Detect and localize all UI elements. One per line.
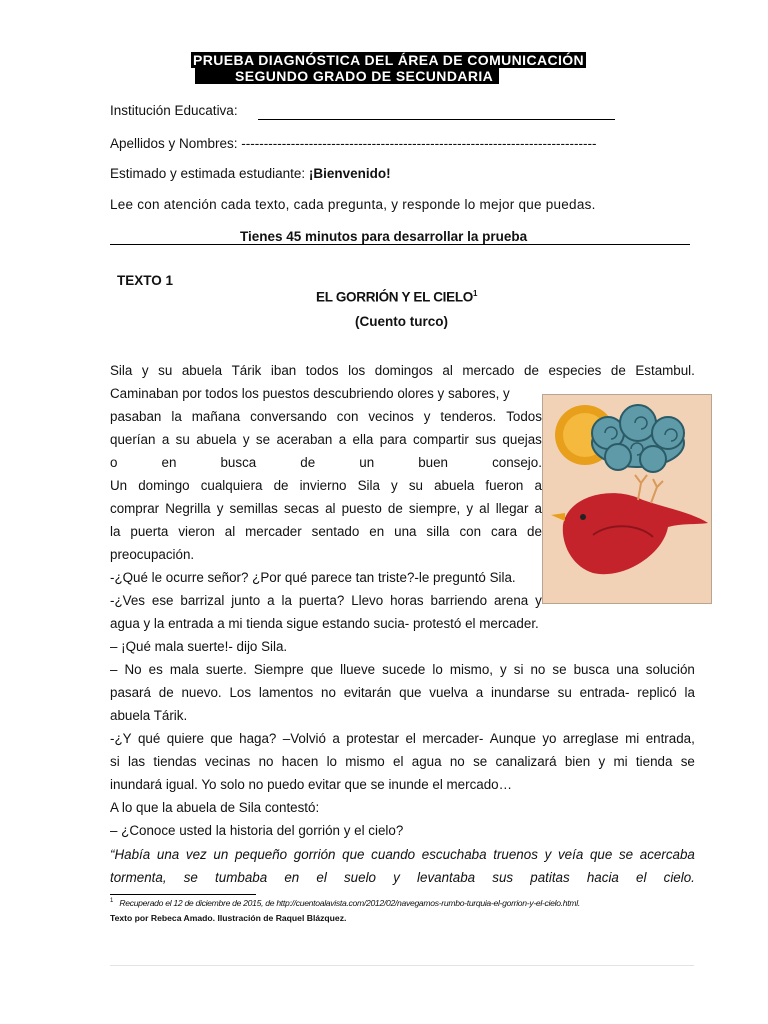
story-line bbox=[110, 428, 542, 451]
story-word: invierno bbox=[299, 478, 347, 493]
story-line bbox=[110, 843, 695, 866]
story-word: a bbox=[332, 731, 340, 746]
story-word: abuela bbox=[196, 432, 237, 447]
story-word: ella bbox=[352, 432, 374, 447]
story-word: el bbox=[316, 870, 327, 885]
story-word: veía bbox=[557, 847, 584, 862]
story-word: – bbox=[110, 662, 118, 677]
story-line bbox=[110, 727, 695, 750]
story-word: yo bbox=[542, 731, 557, 746]
greeting bbox=[110, 166, 391, 181]
story-word: Sila bbox=[357, 478, 380, 493]
story-word: vecinas bbox=[204, 754, 251, 769]
story-word: Siempre bbox=[253, 662, 304, 677]
institution-answer-line[interactable] bbox=[258, 104, 615, 120]
story-word: y bbox=[535, 593, 542, 608]
story-word: las bbox=[127, 754, 146, 769]
story-word: tiendas bbox=[153, 754, 197, 769]
story-word: todos bbox=[305, 363, 339, 378]
story-word: replicó bbox=[637, 685, 677, 700]
story-word: busca bbox=[573, 662, 610, 677]
story-word: vuelva bbox=[429, 685, 468, 700]
story-word: bien bbox=[564, 754, 591, 769]
story-line: Caminaban por todos los puestos descubriendo olores y sabores, y bbox=[110, 386, 510, 401]
story-word: arena bbox=[494, 593, 529, 608]
story-word: la bbox=[684, 685, 695, 700]
story-word: el bbox=[393, 754, 404, 769]
story-word: ese bbox=[151, 593, 174, 608]
story-word: que bbox=[310, 662, 334, 677]
story-word: barriendo bbox=[430, 593, 488, 608]
story-word: barrizal bbox=[180, 593, 225, 608]
story-word: un bbox=[359, 455, 375, 470]
story-word: que bbox=[342, 847, 365, 862]
story-word: Todos bbox=[506, 409, 542, 424]
story-line: -¿Qué le ocurre señor? ¿Por qué parece tan triste?-le preguntó Sila. bbox=[110, 570, 516, 585]
story-word: abuela bbox=[434, 478, 475, 493]
story-word: mala bbox=[169, 662, 199, 677]
story-word: quiere bbox=[166, 731, 204, 746]
story-word: junto bbox=[231, 593, 261, 608]
story-title bbox=[316, 289, 477, 305]
story-word: y bbox=[141, 363, 149, 378]
story-word: llueve bbox=[340, 662, 376, 677]
story-word: evitarán bbox=[343, 685, 392, 700]
story-word: acercaba bbox=[639, 847, 695, 862]
story-word: y bbox=[544, 847, 552, 862]
story-word: de bbox=[273, 478, 289, 493]
story-word: en bbox=[284, 870, 300, 885]
greeting-bold: ¡Bienvenido! bbox=[308, 166, 391, 181]
story-word: Estambul. bbox=[635, 363, 695, 378]
story-word: sentado bbox=[311, 524, 360, 539]
story-word: y bbox=[423, 409, 431, 424]
story-word: y bbox=[216, 501, 224, 516]
story-line bbox=[110, 497, 542, 520]
story-word: cuando bbox=[371, 847, 416, 862]
story-word: se bbox=[680, 754, 695, 769]
story-word: quejas bbox=[502, 432, 542, 447]
story-word: si bbox=[110, 754, 120, 769]
story-word: -¿Y bbox=[110, 731, 132, 746]
story-word: al bbox=[442, 363, 453, 378]
story-word: semillas bbox=[229, 501, 278, 516]
story-line: A lo que la abuela de Sila contestó: bbox=[110, 800, 320, 815]
story-word: mercader- bbox=[422, 731, 484, 746]
story-word: gorrión bbox=[293, 847, 336, 862]
story-word: domingos bbox=[374, 363, 433, 378]
name-label: Apellidos y Nombres: ------------------------------------------------------------------------------- bbox=[110, 136, 597, 151]
story-word: los bbox=[348, 363, 366, 378]
story-word: cielo. bbox=[663, 870, 695, 885]
story-word: truenos bbox=[493, 847, 538, 862]
story-line bbox=[110, 681, 695, 704]
story-word: y bbox=[598, 754, 606, 769]
story-word: a bbox=[475, 685, 484, 700]
institution-label: Institución Educativa: bbox=[110, 103, 238, 118]
story-word: qué bbox=[137, 731, 161, 746]
story-word: pasaban bbox=[110, 409, 162, 424]
story-word: patitas bbox=[530, 870, 570, 885]
story-word: cara bbox=[491, 524, 518, 539]
story-word: el bbox=[405, 731, 416, 746]
sparrow-illustration bbox=[542, 394, 712, 604]
page-bottom-rule bbox=[110, 965, 694, 966]
story-word: mismo, bbox=[449, 662, 494, 677]
story-word: pasará bbox=[110, 685, 151, 700]
story-line bbox=[110, 359, 695, 382]
story-word: se bbox=[552, 662, 567, 677]
story-word: llegar bbox=[495, 501, 529, 516]
story-title-text: EL GORRIÓN Y EL CIELO bbox=[316, 289, 473, 305]
story-word: entrada, bbox=[645, 731, 695, 746]
story-word: un bbox=[213, 847, 229, 862]
story-word: de bbox=[524, 363, 539, 378]
story-word: su bbox=[557, 685, 572, 700]
story-word: con bbox=[336, 409, 359, 424]
story-word: de bbox=[300, 455, 316, 470]
story-line: – ¡Qué mala suerte!- dijo Sila. bbox=[110, 639, 288, 654]
story-word: hacen bbox=[281, 754, 319, 769]
story-word: que bbox=[399, 685, 422, 700]
story-word: con bbox=[459, 524, 482, 539]
story-line: preocupación. bbox=[110, 547, 195, 562]
story-word: y bbox=[393, 870, 400, 885]
story-word: secas bbox=[283, 501, 319, 516]
story-word: hacia bbox=[586, 870, 619, 885]
story-word: sucede bbox=[382, 662, 426, 677]
story-word: tienda bbox=[635, 754, 673, 769]
story-word: protestar bbox=[346, 731, 400, 746]
story-word: vecinos bbox=[368, 409, 414, 424]
story-word: de bbox=[387, 501, 403, 516]
story-word: aceraban bbox=[276, 432, 333, 447]
story-word: puerta bbox=[130, 524, 169, 539]
story-word: busca bbox=[220, 455, 257, 470]
story-word: tenderos. bbox=[440, 409, 497, 424]
story-word: vez bbox=[185, 847, 207, 862]
story-word: canalizará bbox=[495, 754, 557, 769]
story-word: puesto bbox=[341, 501, 382, 516]
story-word: conversando bbox=[250, 409, 327, 424]
story-word: su bbox=[408, 478, 423, 493]
story-word: al bbox=[325, 501, 336, 516]
story-word: sus bbox=[492, 870, 514, 885]
footnote-mark: 1 bbox=[110, 898, 114, 905]
story-word: Sila bbox=[110, 363, 133, 378]
story-word: mercado bbox=[462, 363, 515, 378]
story-word: se bbox=[473, 754, 488, 769]
story-word: vieron bbox=[178, 524, 215, 539]
story-line: – ¿Conoce usted la historia del gorrión y el cielo? bbox=[110, 823, 404, 838]
story-word: a bbox=[267, 593, 275, 608]
story-word: especies bbox=[548, 363, 602, 378]
story-word: su bbox=[175, 432, 190, 447]
story-word: mi bbox=[625, 731, 640, 746]
story-word: no bbox=[258, 754, 274, 769]
story-word: su bbox=[158, 363, 173, 378]
story-word: tumbaba bbox=[215, 870, 268, 885]
story-line bbox=[110, 520, 542, 543]
story-word: al bbox=[479, 501, 490, 516]
story-word: inundarse bbox=[491, 685, 550, 700]
story-word: una bbox=[616, 662, 639, 677]
story-line: agua y la entrada a mi tienda sigue estando sucia- protestó el mercader. bbox=[110, 616, 539, 631]
story-word: no bbox=[449, 754, 465, 769]
story-word: que bbox=[589, 847, 613, 862]
story-word: iban bbox=[270, 363, 297, 378]
story-word: a bbox=[534, 501, 542, 516]
title-line-1: PRUEBA DIAGNÓSTICA DEL ÁREA DE COMUNICACIÓN bbox=[193, 52, 585, 68]
story-line bbox=[110, 750, 695, 773]
story-word: solución bbox=[645, 662, 695, 677]
story-word: una bbox=[394, 524, 417, 539]
story-word: el bbox=[636, 870, 647, 885]
story-word: a bbox=[534, 478, 542, 493]
story-word: haga? bbox=[239, 731, 277, 746]
story-word: y bbox=[500, 662, 507, 677]
story-line bbox=[110, 589, 542, 612]
sparrow-and-cloud-icon bbox=[543, 395, 712, 604]
footnote-credit: Texto por Rebeca Amado. Ilustración de Raquel Blázquez. bbox=[110, 913, 347, 923]
story-word: tormenta, bbox=[110, 870, 167, 885]
title-footnote-mark: 1 bbox=[473, 289, 478, 298]
story-word: abuela bbox=[181, 363, 223, 378]
story-word: puerta? bbox=[298, 593, 345, 608]
story-word: -¿Ves bbox=[110, 593, 145, 608]
story-word: no bbox=[321, 685, 336, 700]
story-word: no bbox=[530, 662, 546, 677]
story-word: se bbox=[618, 847, 634, 862]
divider-rule bbox=[110, 244, 690, 245]
story-word: suerte. bbox=[205, 662, 247, 677]
story-word: querían bbox=[110, 432, 156, 447]
story-word: al bbox=[224, 524, 236, 539]
story-word: nuevo. bbox=[181, 685, 222, 700]
story-word: levantaba bbox=[417, 870, 476, 885]
story-line bbox=[110, 474, 542, 497]
story-word: compartir bbox=[412, 432, 469, 447]
story-word: silla bbox=[426, 524, 450, 539]
story-word: y bbox=[391, 478, 398, 493]
story-word: de bbox=[158, 685, 174, 700]
story-word: la bbox=[171, 409, 182, 424]
footnote-text: Recuperado el 12 de diciembre de 2015, de http://cuentoalavista.com/2012/02/navegamos-rumbo-turquia-el-gorrion-y-el-cielo.html. bbox=[119, 898, 580, 908]
story-word: a bbox=[338, 432, 347, 447]
footnote-separator bbox=[110, 894, 256, 895]
story-word: que bbox=[210, 731, 233, 746]
time-notice: Tienes 45 minutos para desarrollar la prueba bbox=[240, 229, 528, 244]
story-word: de bbox=[527, 524, 542, 539]
story-word: Un bbox=[110, 478, 128, 493]
story-word: escuchaba bbox=[421, 847, 487, 862]
text1-label: TEXTO 1 bbox=[117, 273, 174, 288]
story-word: mismo bbox=[345, 754, 385, 769]
instruction: Lee con atención cada texto, cada pregunta, y responde lo mejor que puedas. bbox=[110, 197, 596, 212]
story-word: Tárik bbox=[231, 363, 262, 378]
story-subtitle: (Cuento turco) bbox=[355, 314, 448, 329]
story-word: en bbox=[369, 524, 385, 539]
story-word: fueron bbox=[485, 478, 524, 493]
story-word: agua bbox=[411, 754, 442, 769]
story-word: cualquiera bbox=[200, 478, 263, 493]
story-word: suelo bbox=[343, 870, 376, 885]
story-word: de bbox=[610, 363, 626, 378]
story-word: mañana bbox=[191, 409, 241, 424]
story-word: mercader bbox=[245, 524, 302, 539]
story-word: lo bbox=[326, 754, 337, 769]
title-line-2: SEGUNDO GRADO DE SECUNDARIA bbox=[195, 68, 499, 84]
story-line bbox=[110, 866, 695, 889]
story-line bbox=[110, 658, 695, 681]
story-word: se bbox=[255, 432, 271, 447]
story-word: lamentos bbox=[258, 685, 314, 700]
story-word: sus bbox=[475, 432, 497, 447]
story-word: “Había bbox=[110, 847, 151, 862]
story-word: mi bbox=[613, 754, 628, 769]
story-word: Llevo bbox=[351, 593, 384, 608]
story-word: es bbox=[148, 662, 163, 677]
story-word: comprar bbox=[110, 501, 160, 516]
story-word: Los bbox=[229, 685, 252, 700]
story-word: No bbox=[124, 662, 142, 677]
story-word: lo bbox=[432, 662, 443, 677]
story-line bbox=[110, 405, 542, 428]
story-word: pequeño bbox=[234, 847, 288, 862]
story-line: inundará igual. Yo solo no puedo evitar que se inunde el mercado… bbox=[110, 777, 513, 792]
story-line bbox=[110, 451, 542, 474]
story-line: abuela Tárik. bbox=[110, 708, 188, 723]
story-word: para bbox=[379, 432, 407, 447]
story-word: la bbox=[110, 524, 121, 539]
story-word: siempre, bbox=[408, 501, 461, 516]
story-word: buen bbox=[418, 455, 449, 470]
story-word: –Volvió bbox=[282, 731, 326, 746]
story-word: Negrilla bbox=[165, 501, 211, 516]
story-word: a bbox=[161, 432, 170, 447]
story-word: y bbox=[466, 501, 474, 516]
story-word: una bbox=[156, 847, 180, 862]
story-word: consejo. bbox=[492, 455, 542, 470]
story-word: Aunque bbox=[489, 731, 536, 746]
greeting-label: Estimado y estimada estudiante: bbox=[110, 166, 309, 181]
story-word: en bbox=[161, 455, 177, 470]
story-word: si bbox=[513, 662, 524, 677]
story-word: arreglase bbox=[562, 731, 619, 746]
story-word: se bbox=[183, 870, 198, 885]
story-word: entrada- bbox=[579, 685, 630, 700]
footnote bbox=[110, 898, 580, 908]
story-word: la bbox=[281, 593, 292, 608]
story-word: o bbox=[110, 455, 118, 470]
story-word: domingo bbox=[138, 478, 190, 493]
story-word: y bbox=[242, 432, 250, 447]
story-word: horas bbox=[390, 593, 424, 608]
